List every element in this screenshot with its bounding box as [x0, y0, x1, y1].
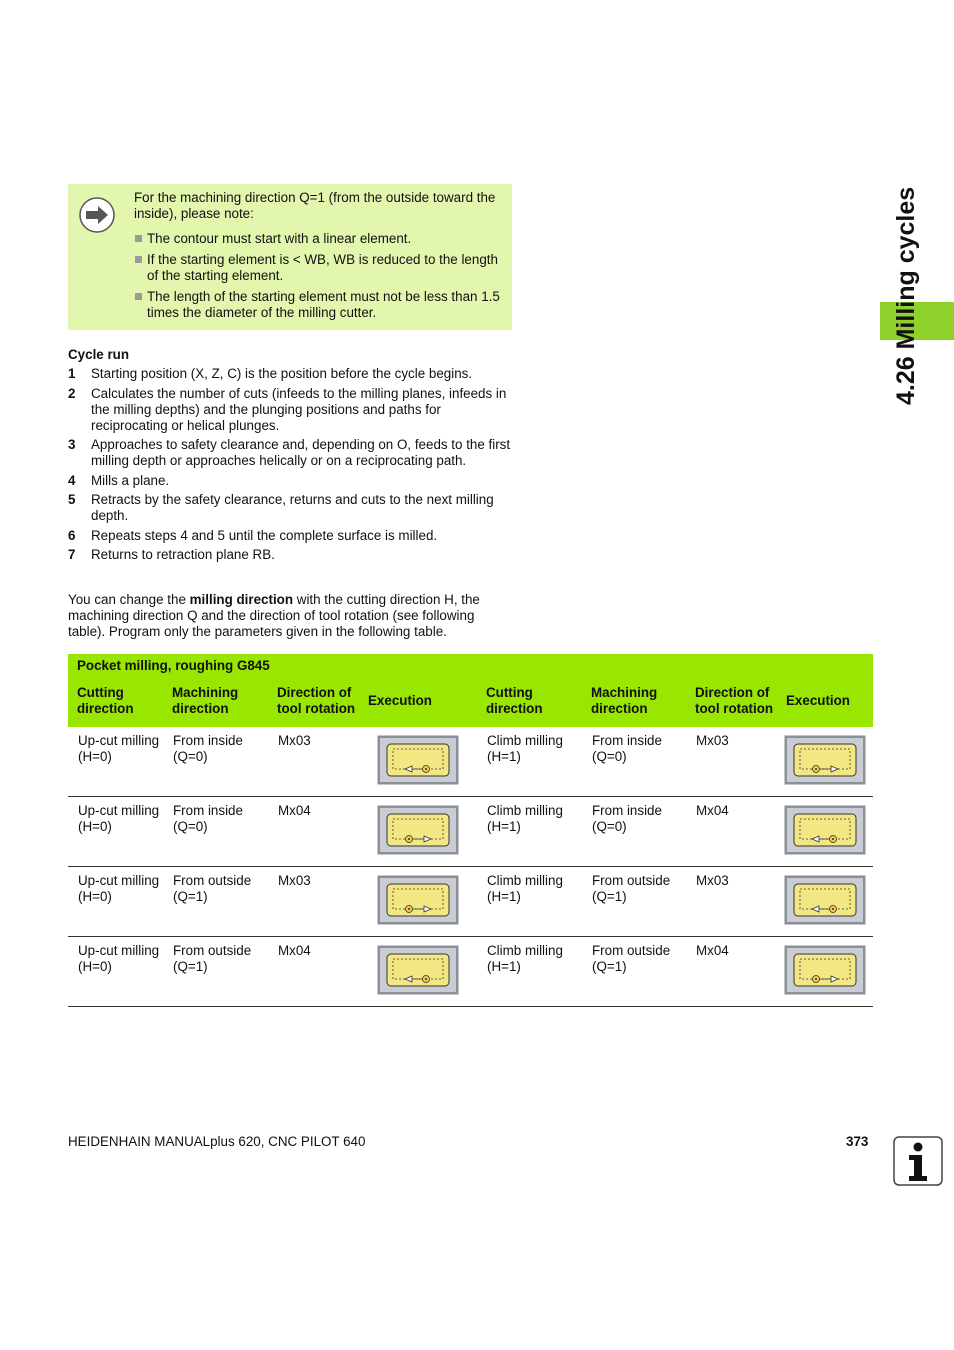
table-row: Up-cut milling (H=0) From inside (Q=0) Mx03 Climb milling (H=1) From inside (Q=0) Mx03 — [68, 727, 873, 797]
cycle-run-title: Cycle run — [68, 347, 130, 362]
execution-sketch — [784, 735, 866, 785]
milling-direction-table — [68, 654, 873, 1007]
step: 6 Repeats steps 4 and 5 until the complete surface is milled. — [68, 527, 438, 543]
table-row: Up-cut milling (H=0) From inside (Q=0) Mx04 Climb milling (H=1) From inside (Q=0) Mx04 — [68, 797, 873, 867]
header-cell: Cutting direction — [68, 675, 163, 727]
step: 5 Retracts by the safety clearance, returns and cuts to the next milling depth. — [68, 492, 494, 523]
table-caption: Pocket milling, roughing G845 — [68, 654, 873, 675]
note-bullet: The contour must start with a linear element. — [134, 231, 504, 247]
step: 4 Mills a plane. — [68, 472, 170, 488]
table-row: Up-cut milling (H=0) From outside (Q=1) Mx03 Climb milling (H=1) From outside (Q=1) Mx03 — [68, 867, 873, 937]
step: 7 Returns to retraction plane RB. — [68, 547, 275, 562]
step: 2 Calculates the number of cuts (infeeds to the milling planes, infeeds in the milling depths) and the plunging positions and paths for reciprocating or helical plunges. — [68, 385, 507, 433]
chapter-title: 4.26 Milling cycles — [892, 186, 920, 405]
header-cell: Machining direction — [582, 675, 686, 727]
note-body — [134, 190, 504, 326]
info-icon — [893, 1136, 943, 1186]
table-row: Up-cut milling (H=0) From outside (Q=1) Mx04 Climb milling (H=1) From outside (Q=1) Mx04 — [68, 937, 873, 1007]
header-cell: Cutting direction — [477, 675, 582, 727]
execution-sketch — [784, 945, 866, 995]
header-cell: Execution — [359, 675, 477, 727]
execution-sketch — [377, 875, 459, 925]
header-cell: Direction of tool rotation — [686, 675, 777, 727]
note-intro: For the machining direction Q=1 (from the outside toward the inside), please note: — [134, 190, 496, 221]
note-box — [68, 184, 512, 330]
milling-direction-paragraph: You can change the milling direction with the cutting direction H, the machining direction Q and the direction of tool rotation (see following table). Program only the parameters given in the following table. — [68, 592, 480, 639]
execution-sketch — [377, 735, 459, 785]
note-bullet: The length of the starting element must not be less than 1.5 times the diameter of the milling cutter. — [134, 289, 504, 321]
header-cell: Execution — [777, 675, 873, 727]
execution-sketch — [784, 875, 866, 925]
note-bullet: If the starting element is < WB, WB is reduced to the length of the starting element. — [134, 252, 504, 284]
arrow-right-icon — [78, 196, 116, 234]
execution-sketch — [377, 805, 459, 855]
step: 1 Starting position (X, Z, C) is the position before the cycle begins. — [68, 366, 473, 381]
header-cell: Direction of tool rotation — [268, 675, 359, 727]
footer-product: HEIDENHAIN MANUALplus 620, CNC PILOT 640 — [68, 1134, 366, 1149]
page-number: 373 — [846, 1134, 869, 1149]
cycle-run-steps — [68, 366, 512, 567]
header-cell: Machining direction — [163, 675, 268, 727]
execution-sketch — [377, 945, 459, 995]
step: 3 Approaches to safety clearance and, depending on O, feeds to the first milling depth or approaches helically or on a reciprocating path. — [68, 437, 511, 468]
execution-sketch — [784, 805, 866, 855]
